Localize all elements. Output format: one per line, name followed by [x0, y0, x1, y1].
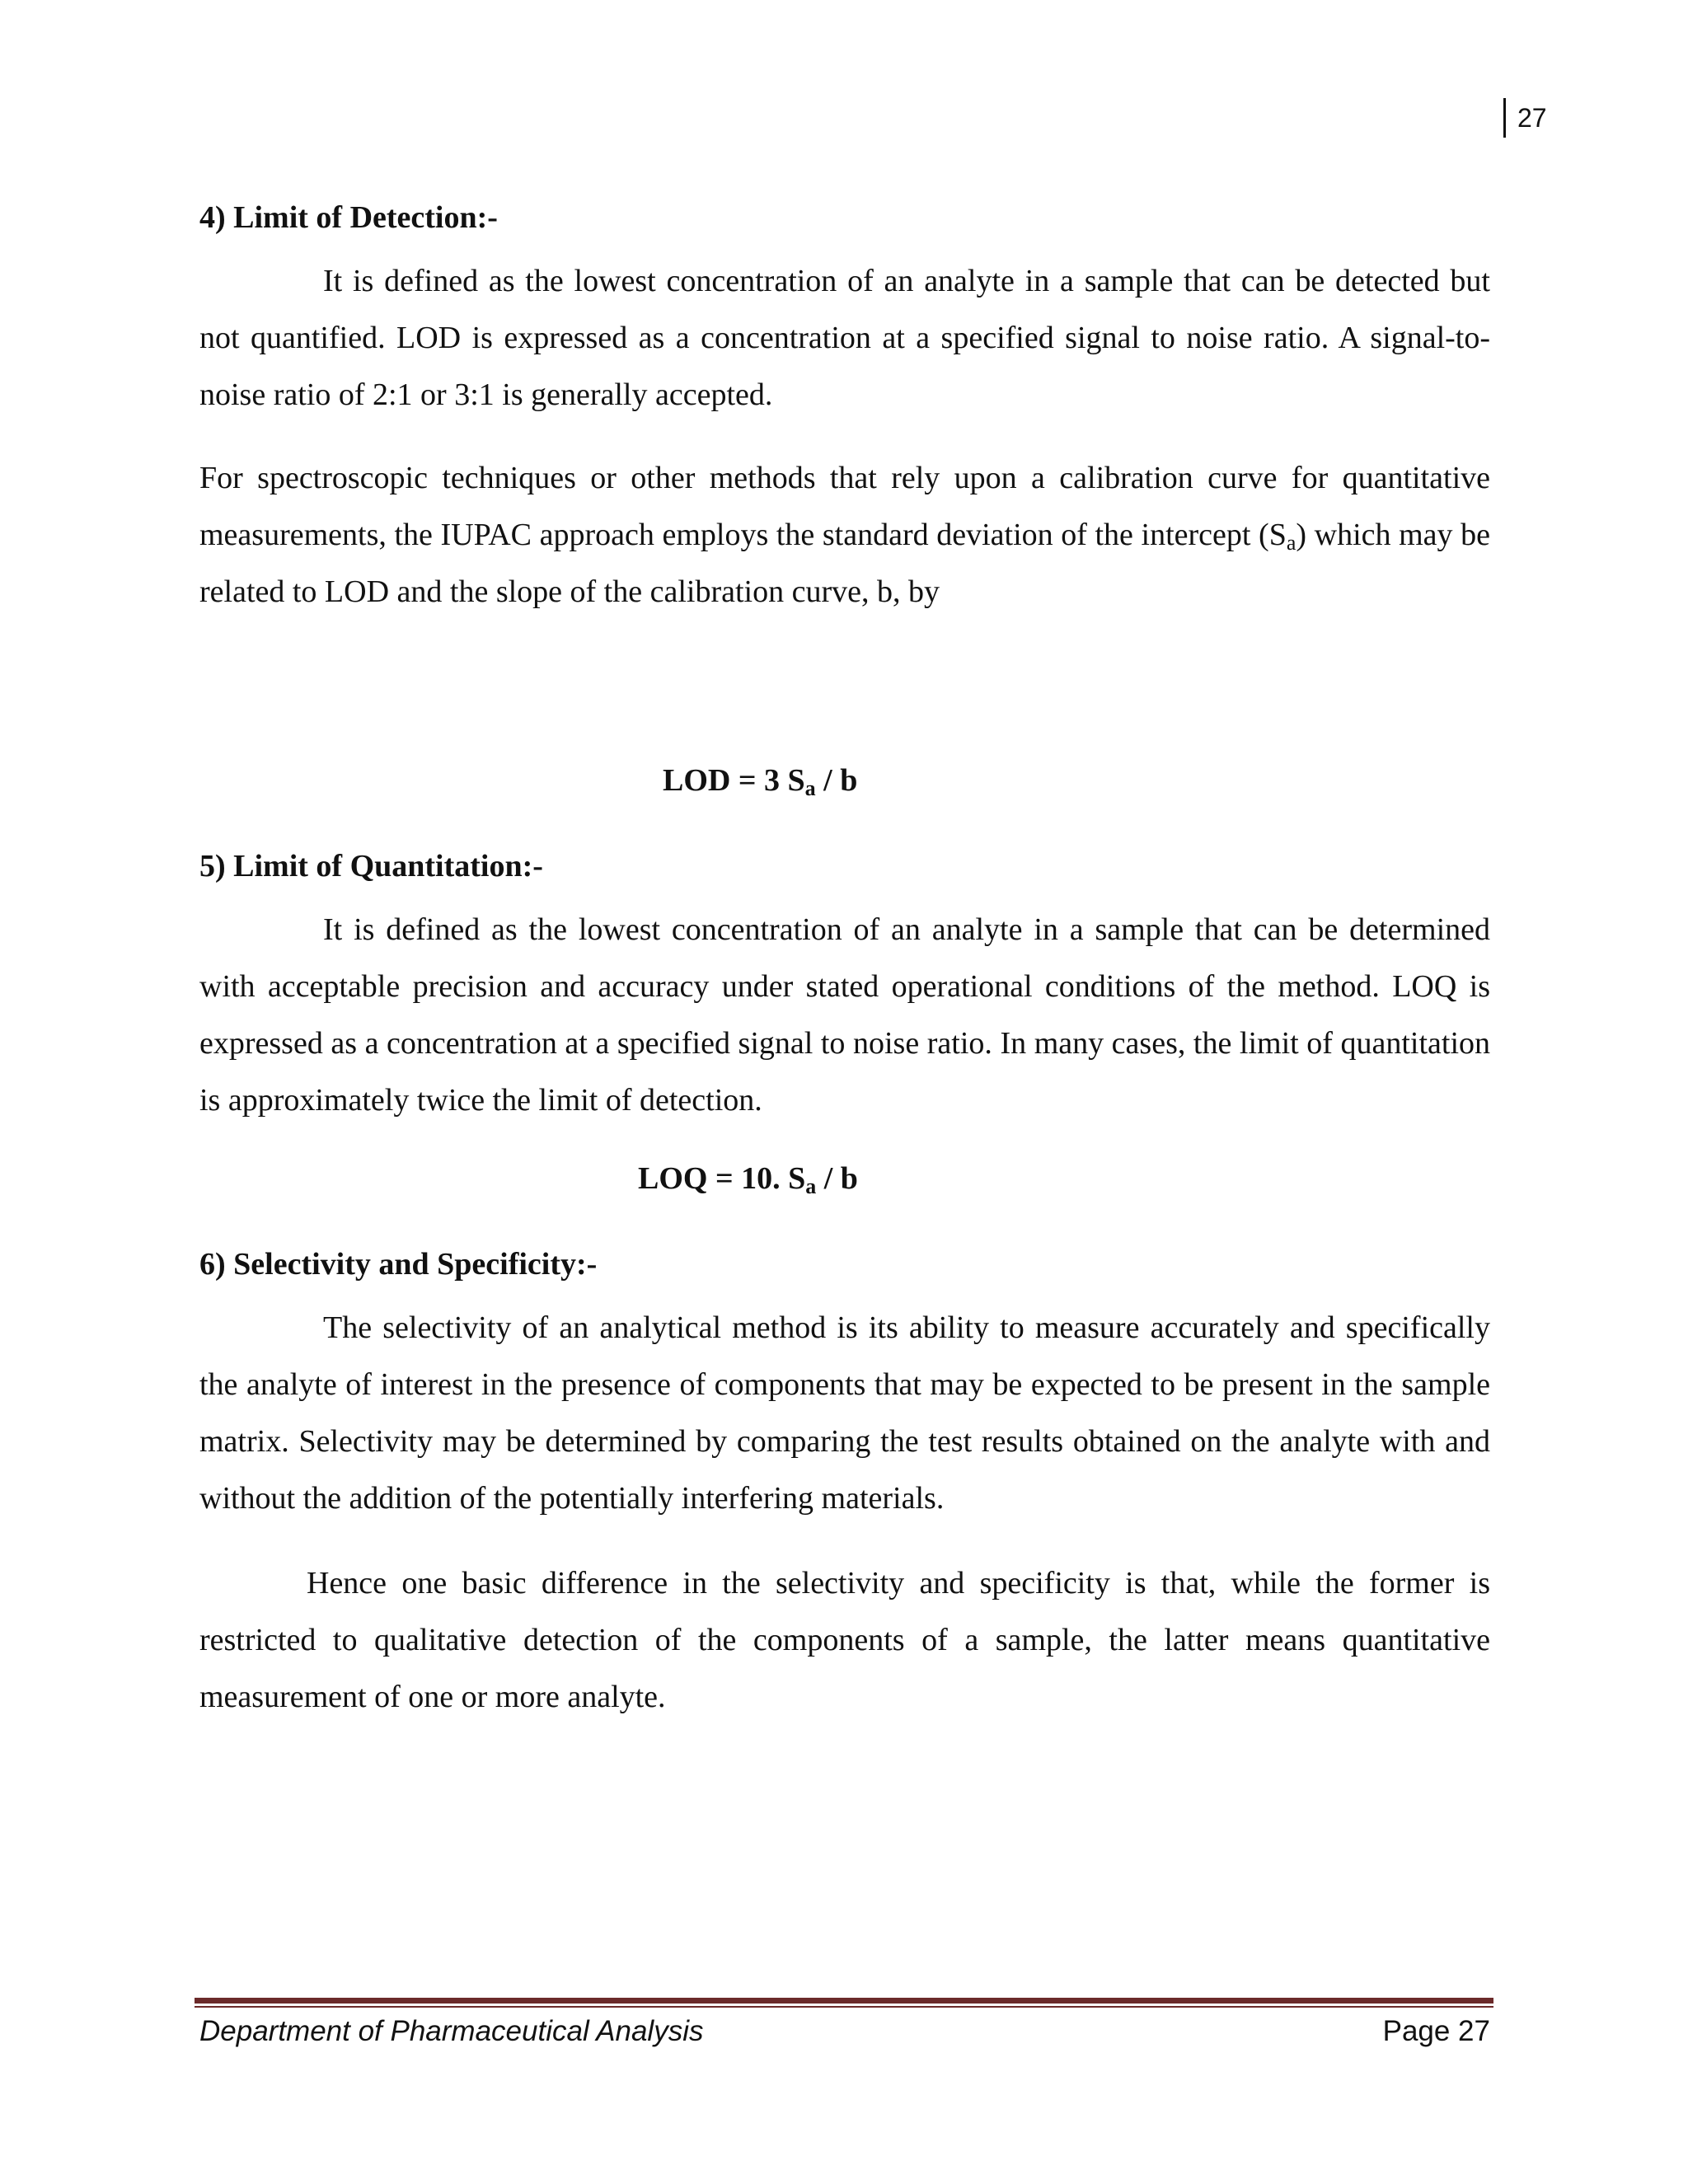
- selectivity-paragraph-1: The selectivity of an analytical method is its ability to measure accurately and specifically the analyte of interest in the presence of components that may be expected to be present in the sample matrix. Selectivity may be determined by comparing the test results obtained on the analyte with and without the addition of the potentially interfering materials.: [199, 1310, 1490, 1516]
- footer-rule-thick: [195, 1998, 1493, 2004]
- loq-formula-text-a: LOQ = 10. S: [638, 1161, 806, 1196]
- page-number-top-text: 27: [1517, 102, 1547, 133]
- loq-formula-subscript: a: [805, 1174, 817, 1198]
- page-footer: [199, 2011, 1490, 2052]
- footer-rule: [195, 1998, 1493, 2008]
- header-page-number: [1503, 97, 1547, 138]
- lod-paragraph-2-subscript: a: [1286, 531, 1296, 555]
- lod-paragraph-1: It is defined as the lowest concentration of an analyte in a sample that can be detected but not quantified. LOD is expressed as a concentration at a specified signal to noise ratio. A signal-to-noise ratio of 2:1 or 3:1 is generally accepted.: [199, 264, 1490, 412]
- loq-formula: [199, 1157, 1490, 1200]
- lod-formula-text-a: LOD = 3 S: [663, 763, 805, 798]
- heading-limit-of-quantitation: 5) Limit of Quantitation:-: [199, 849, 543, 883]
- lod-formula-text-b: / b: [815, 763, 858, 798]
- heading-selectivity-specificity: 6) Selectivity and Specificity:-: [199, 1247, 598, 1282]
- selectivity-paragraph-2: Hence one basic difference in the selectivity and specificity is that, while the former is restricted to qualitative detection of the components of a sample, the latter means quantitative measurement of one or more analyte.: [199, 1566, 1490, 1714]
- lod-formula-subscript: a: [804, 776, 816, 800]
- lod-paragraph-2-text-a: For spectroscopic techniques or other methods that rely upon a calibration curve for quantitative measurements, the IUPAC approach employs the standard deviation of the intercept (S: [199, 461, 1490, 552]
- header-divider: [1503, 98, 1506, 138]
- page-content: [199, 196, 1490, 1726]
- lod-paragraph-2-text-b: ) which may be related to LOD and the slope of the calibration curve, b, by: [199, 518, 1490, 609]
- footer-department: Department of Pharmaceutical Analysis: [199, 2015, 704, 2047]
- heading-limit-of-detection: 4) Limit of Detection:-: [199, 200, 498, 235]
- lod-formula: [199, 759, 1490, 802]
- footer-page-label: Page 27: [1382, 2015, 1490, 2047]
- loq-paragraph-1: It is defined as the lowest concentration of an analyte in a sample that can be determined with acceptable precision and accuracy under stated operational conditions of the method. LOQ is expressed as a concentration at a specified signal to noise ratio. In many cases, the limit of quantitation is approximately twice the limit of detection.: [199, 912, 1490, 1118]
- footer-rule-thin: [195, 2006, 1493, 2008]
- lod-paragraph-2: [199, 450, 1490, 621]
- loq-formula-text-b: / b: [816, 1161, 858, 1196]
